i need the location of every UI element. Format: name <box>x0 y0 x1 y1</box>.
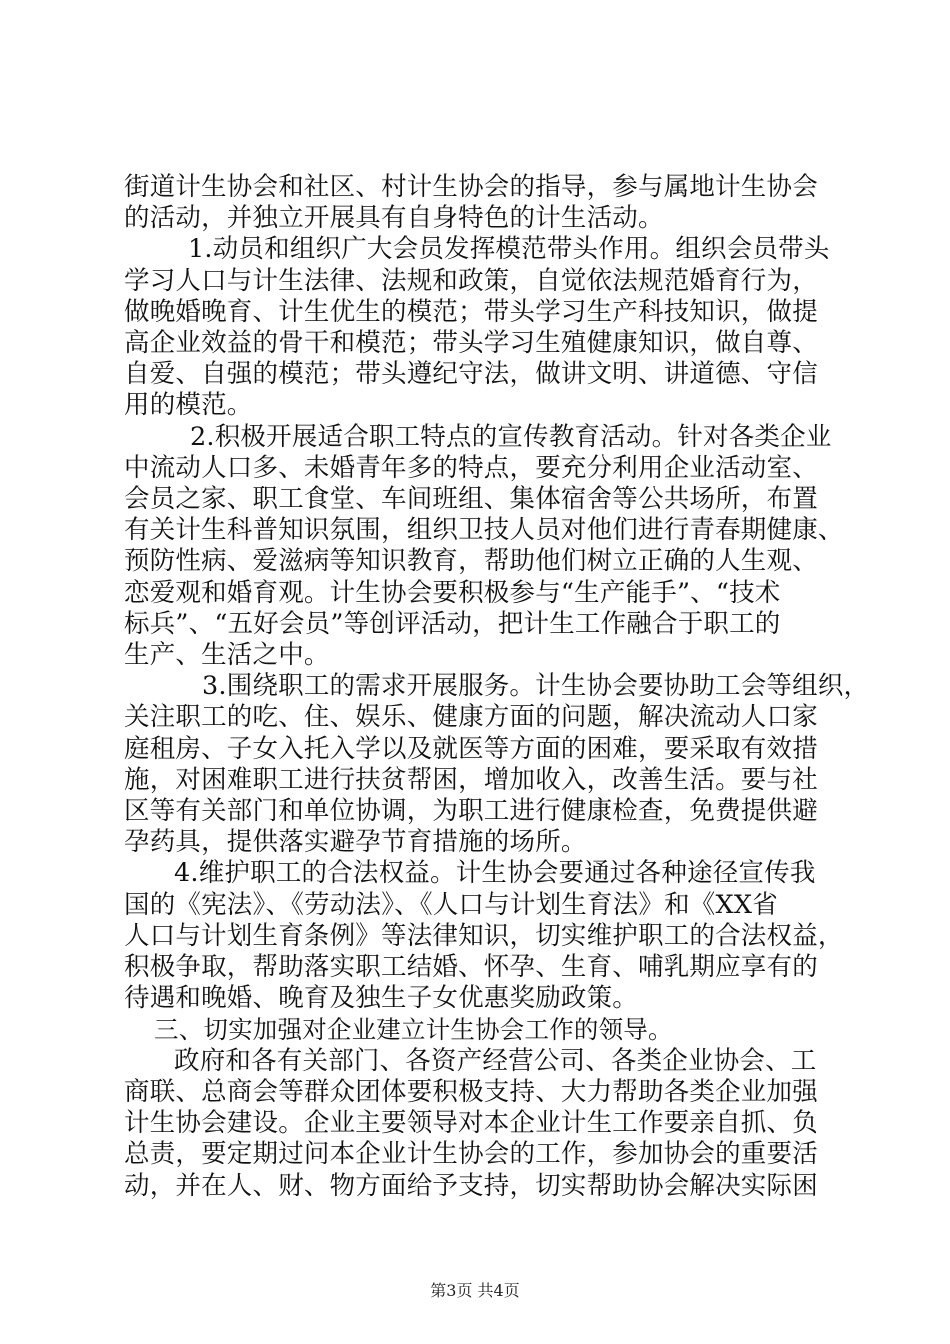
text-line: 预防性病、爱滋病等知识教育，帮助他们树立正确的人生观、 <box>124 546 818 577</box>
text-line: 计生协会建设。企业主要领导对本企业计生工作要亲自抓、负 <box>124 1108 818 1139</box>
text-line: 2.积极开展适合职工特点的宣传教育活动。针对各类企业 <box>190 421 832 452</box>
page-footer: 第3页 共4页 <box>430 1281 520 1300</box>
text-line: 会员之家、职工食堂、车间班组、集体宿舍等公共场所，布置 <box>124 484 818 515</box>
text-line: 学习人口与计生法律、法规和政策，自觉依法规范婚育行为， <box>124 265 818 296</box>
text-line: 关注职工的吃、住、娱乐、健康方面的问题，解决流动人口家 <box>124 702 818 733</box>
text-line: 自爱、自强的模范；带头遵纪守法，做讲文明、讲道德、守信 <box>124 359 818 390</box>
text-line: 街道计生协会和社区、村计生协会的指导，参与属地计生协会 <box>124 172 818 202</box>
text-line: 的活动，并独立开展具有自身特色的计生活动。 <box>124 203 664 234</box>
text-line: 恋爱观和婚育观。计生协会要积极参与“生产能手”、“技术 <box>124 577 781 608</box>
text-line: 人口与计划生育条例》等法律知识，切实维护职工的合法权益， <box>124 920 844 951</box>
section-heading: 三、切实加强对企业建立计生协会工作的领导。 <box>154 1015 673 1045</box>
text-line: 1.动员和组织广大会员发挥模范带头作用。组织会员带头 <box>188 234 830 265</box>
text-line: 国的《宪法》、《劳动法》、《人口与计划生育法》和《XX省 <box>124 889 778 920</box>
text-line: 高企业效益的骨干和模范；带头学习生殖健康知识，做自尊、 <box>124 328 818 359</box>
text-line: 区等有关部门和单位协调，为职工进行健康检查，免费提供避 <box>124 796 818 827</box>
text-line: 孕药具，提供落实避孕节育措施的场所。 <box>124 827 587 858</box>
text-line: 3.围绕职工的需求开展服务。计生协会要协助工会等组织， <box>202 671 870 702</box>
document-body <box>124 172 870 1202</box>
text-line: 积极争取，帮助落实职工结婚、怀孕、生育、哺乳期应享有的 <box>124 952 818 983</box>
text-line: 做晚婚晚育、计生优生的模范；带头学习生产科技知识，做提 <box>124 296 818 327</box>
text-line: 生产、生活之中。 <box>124 640 330 671</box>
text-line: 中流动人口多、未婚青年多的特点，要充分利用企业活动室、 <box>124 452 818 483</box>
text-line: 动，并在人、财、物方面给予支持，切实帮助协会解决实际困 <box>124 1170 818 1201</box>
text-line: 有关计生科普知识氛围，组织卫技人员对他们进行青春期健康、 <box>124 515 844 546</box>
text-line: 施，对困难职工进行扶贫帮困，增加收入，改善生活。要与社 <box>124 764 818 795</box>
text-line: 标兵”、“五好会员”等创评活动，把计生工作融合于职工的 <box>124 608 781 639</box>
text-line: 商联、总商会等群众团体要积极支持、大力帮助各类企业加强 <box>124 1076 818 1107</box>
text-line: 用的模范。 <box>124 390 253 421</box>
text-line: 待遇和晚婚、晚育及独生子女优惠奖励政策。 <box>124 983 639 1014</box>
text-line: 庭租房、子女入托入学以及就医等方面的困难，要采取有效措 <box>124 733 818 764</box>
text-line: 总责，要定期过问本企业计生协会的工作，参加协会的重要活 <box>124 1139 818 1170</box>
text-line: 政府和各有关部门、各资产经营公司、各类企业协会、工 <box>174 1045 817 1076</box>
text-line: 4.维护职工的合法权益。计生协会要通过各种途径宣传我 <box>174 858 816 889</box>
